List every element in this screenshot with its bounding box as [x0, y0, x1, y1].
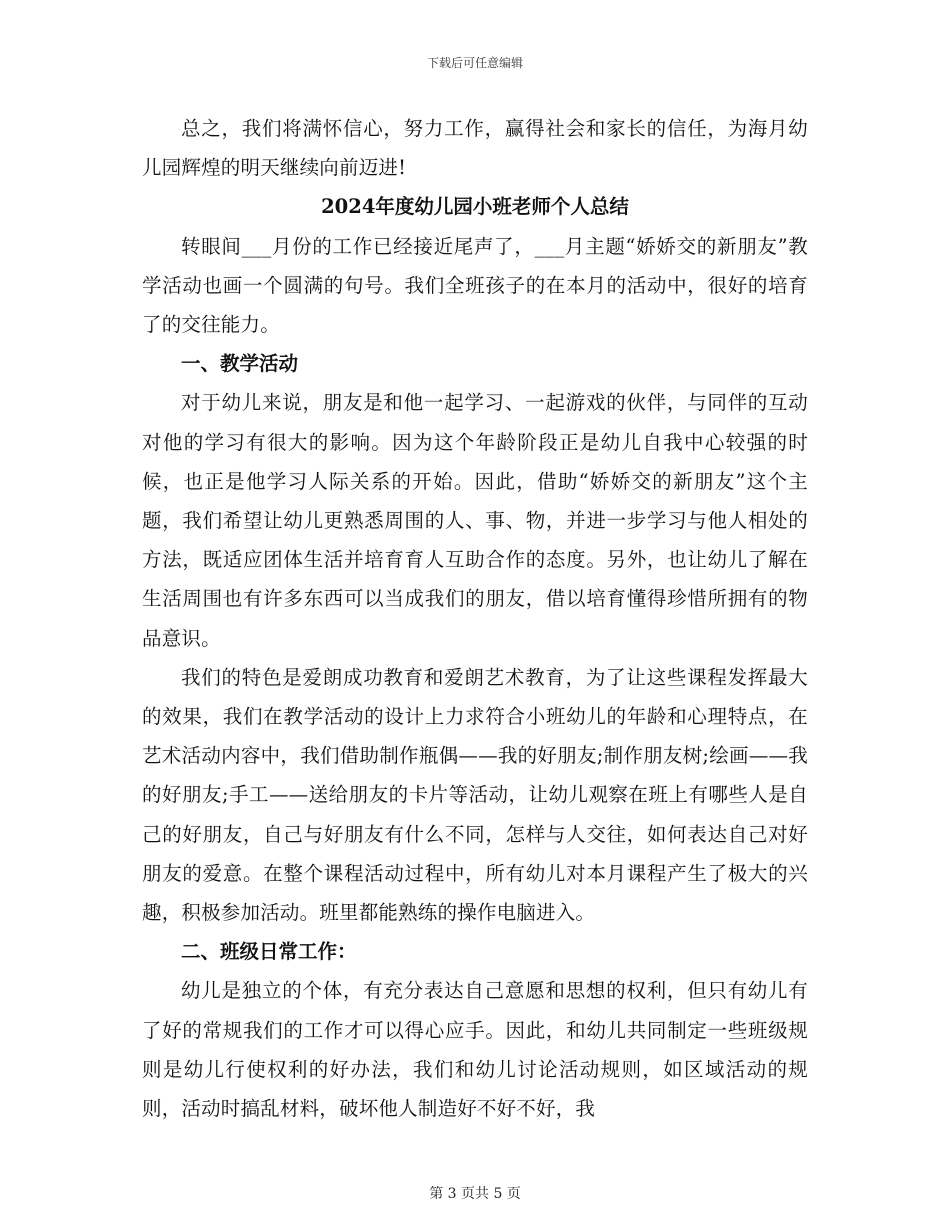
section-heading-teaching: 一、教学活动 [181, 352, 299, 376]
paragraph-3: 我们的特色是爱朗成功教育和爱朗艺术教育，为了让这些课程发挥最大的效果，我们在教学活动的设计上力求符合小班幼儿的年龄和心理特点，在艺术活动内容中，我们借助制作瓶偶——我的好朋友;制作朋友树;绘画——我的好朋友;手工——送给朋友的卡片等活动，让幼儿观察在班上有哪些人是自己的好朋友，自己与好朋友有什么不同，怎样与人交往，如何表达自己对好朋友的爱意。在整个课程活动过程中，所有幼儿对本月课程产生了极大的兴趣，积极参加活动。班里都能熟练的操作电脑进入。 [142, 665, 808, 925]
paragraph-1: 转眼间___月份的工作已经接近尾声了，___月主题“娇娇交的新朋友”教学活动也画一个圆满的句号。我们全班孩子的在本月的活动中，很好的培育了的交往能力。 [142, 234, 808, 337]
page-footer: 第 3 页共 5 页 [429, 1186, 521, 1202]
page-header: 下载后可任意编辑 [426, 56, 523, 70]
document-title: 2024年度幼儿园小班老师个人总结 [321, 195, 629, 219]
intro-paragraph: 总之，我们将满怀信心，努力工作，赢得社会和家长的信任，为海月幼儿园辉煌的明天继续向前迈进! [142, 117, 808, 180]
paragraph-4: 幼儿是独立的个体，有充分表达自己意愿和思想的权利，但只有幼儿有了好的常规我们的工作才可以得心应手。因此，和幼儿共同制定一些班级规则是幼儿行使权利的好办法，我们和幼儿讨论活动规则，如区域活动的规则，活动时搞乱材料，破坏他人制造好不好不好，我 [142, 979, 808, 1121]
section-heading-daily-work: 二、班级日常工作： [181, 940, 357, 964]
document-body [142, 109, 808, 1128]
paragraph-2: 对于幼儿来说，朋友是和他一起学习、一起游戏的伙伴，与同伴的互动对他的学习有很大的影响。因为这个年龄阶段正是幼儿自我中心较强的时候，也正是他学习人际关系的开始。因此，借助“娇娇交的新朋友”这个主题，我们希望让幼儿更熟悉周围的人、事、物，并进一步学习与他人相处的方法，既适应团体生活并培育育人互助合作的态度。另外，也让幼儿了解在生活周围也有许多东西可以当成我们的朋友，借以培育懂得珍惜所拥有的物品意识。 [142, 391, 808, 650]
